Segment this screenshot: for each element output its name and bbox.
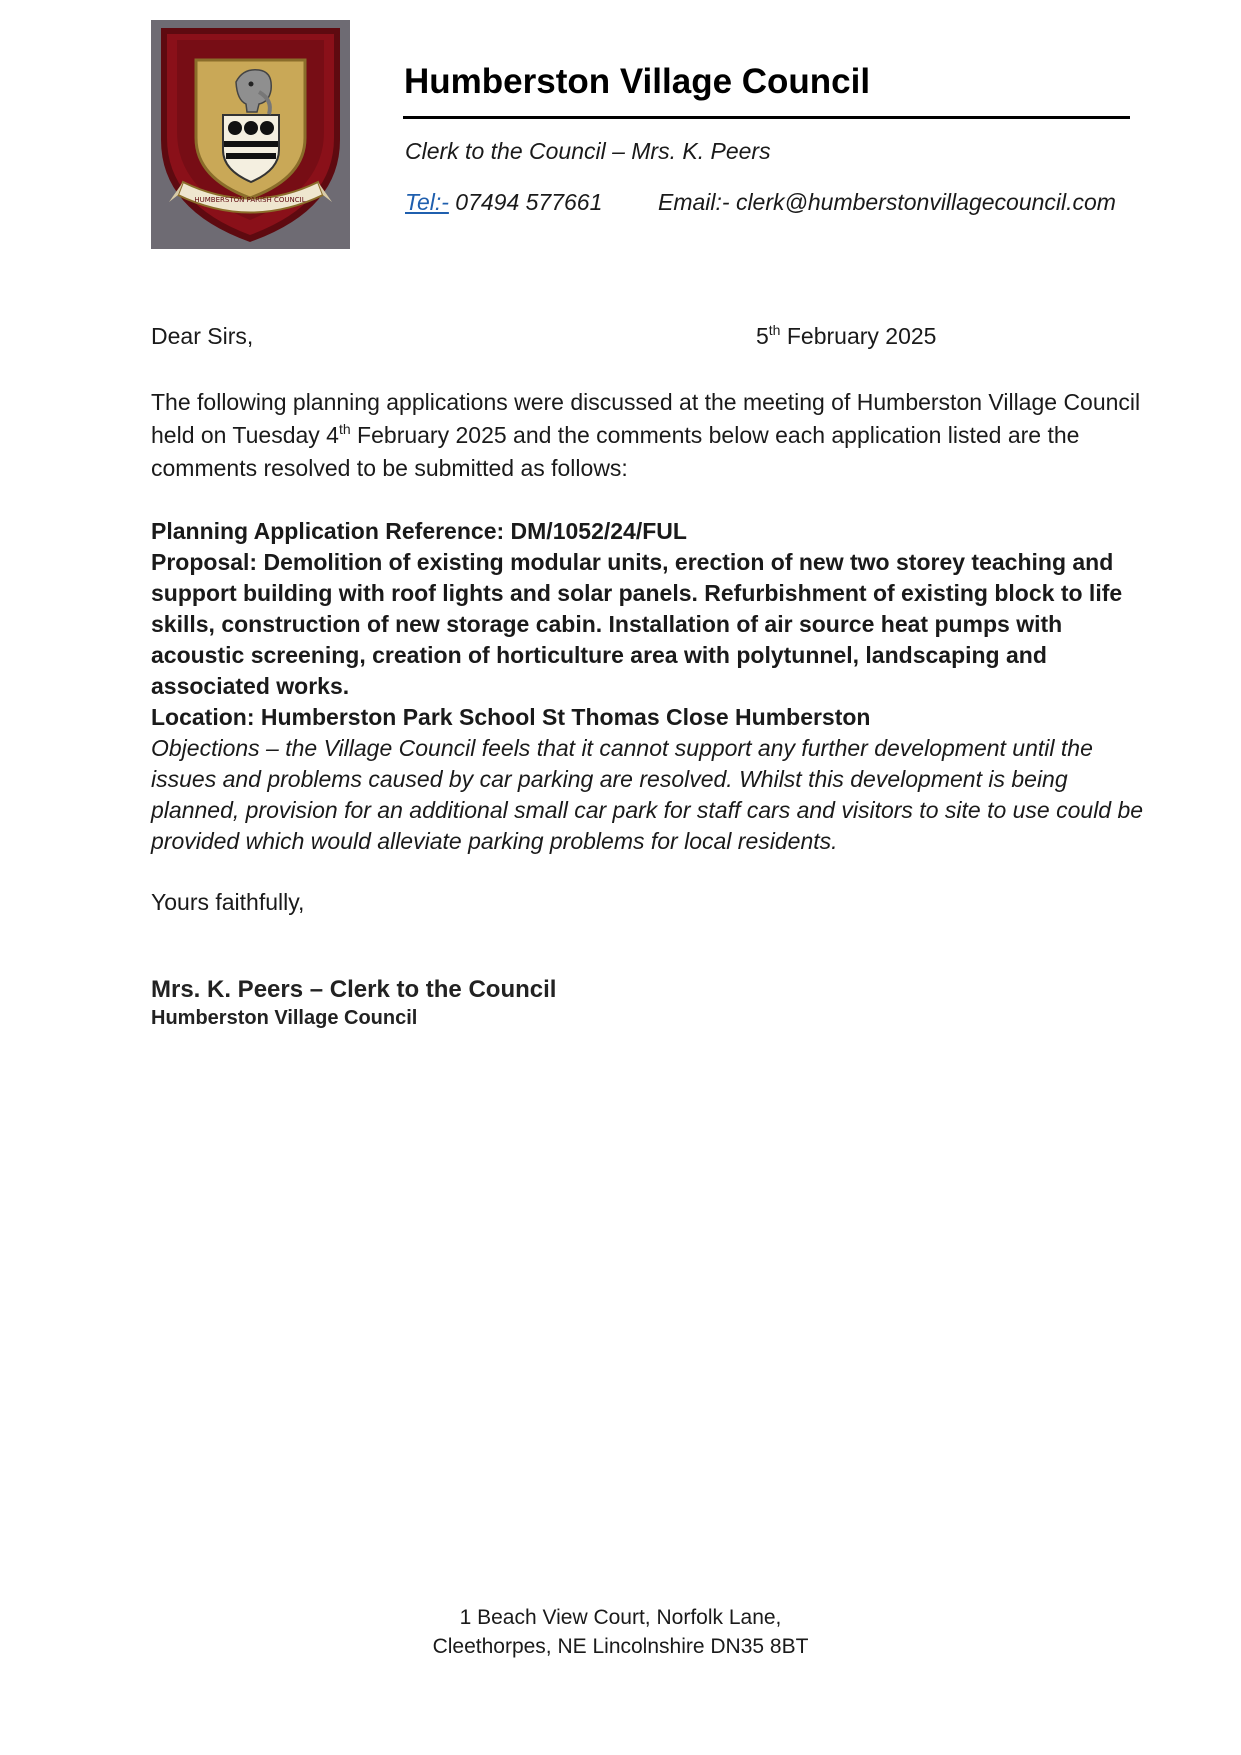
date-rest: February 2025 <box>780 323 937 349</box>
contact-line <box>405 189 1116 216</box>
header-divider <box>403 116 1130 119</box>
email-contact: Email:- clerk@humberstonvillagecouncil.com <box>658 189 1116 215</box>
date-suffix: th <box>768 322 781 338</box>
signature-name: Mrs. K. Peers – Clerk to the Council <box>151 976 557 1003</box>
intro-paragraph <box>151 386 1151 485</box>
date-day: 5 <box>756 323 769 349</box>
crest-scroll-text: HUMBERSTON PARISH COUNCIL <box>194 196 306 204</box>
closing-line: Yours faithfully, <box>151 889 305 915</box>
footer-address-line-1: 1 Beach View Court, Norfolk Lane, <box>459 1606 782 1629</box>
footer-address <box>0 1603 1241 1661</box>
application-objection: Objections – the Village Council feels that it cannot support any further development until the issues and problems caused by car parking are resolved. Whilst this development is being planned, provision for an additional small car park for staff cars and visitors to site to use could be provided which would alleviate parking problems for local residents. <box>151 735 1144 854</box>
council-crest-logo <box>151 20 350 249</box>
salutation: Dear Sirs, <box>151 323 254 349</box>
tel-link[interactable]: Tel:- <box>405 189 449 215</box>
application-reference: Planning Application Reference: DM/1052/24/FUL <box>151 518 687 544</box>
intro-part2: February 2025 and the comments below each application listed are the comments resolved to be submitted as follows: <box>151 422 1080 481</box>
application-proposal: Proposal: Demolition of existing modular units, erection of new two storey teaching and support building with roof lights and solar panels. Refurbishment of existing block to life skills, construction of new storage cabin. Installation of air source heat pumps with acoustic screening, creation of horticulture area with polytunnel, landscaping and associated works. <box>151 549 1123 699</box>
signature-organisation: Humberston Village Council <box>151 1007 418 1029</box>
letter-date <box>756 320 936 353</box>
tel-number: 07494 577661 <box>455 189 603 215</box>
footer-address-line-2: Cleethorpes, NE Lincolnshire DN35 8BT <box>432 1635 809 1658</box>
intro-suffix: th <box>338 421 351 437</box>
application-location: Location: Humberston Park School St Thomas Close Humberston <box>151 704 871 730</box>
council-name-heading: Humberston Village Council <box>404 62 871 101</box>
intro-part1: The following planning applications were discussed at the meeting of Humberston Village Council held on Tuesday 4 <box>151 389 1141 448</box>
planning-application-block <box>151 516 1161 857</box>
clerk-line: Clerk to the Council – Mrs. K. Peers <box>405 138 771 164</box>
